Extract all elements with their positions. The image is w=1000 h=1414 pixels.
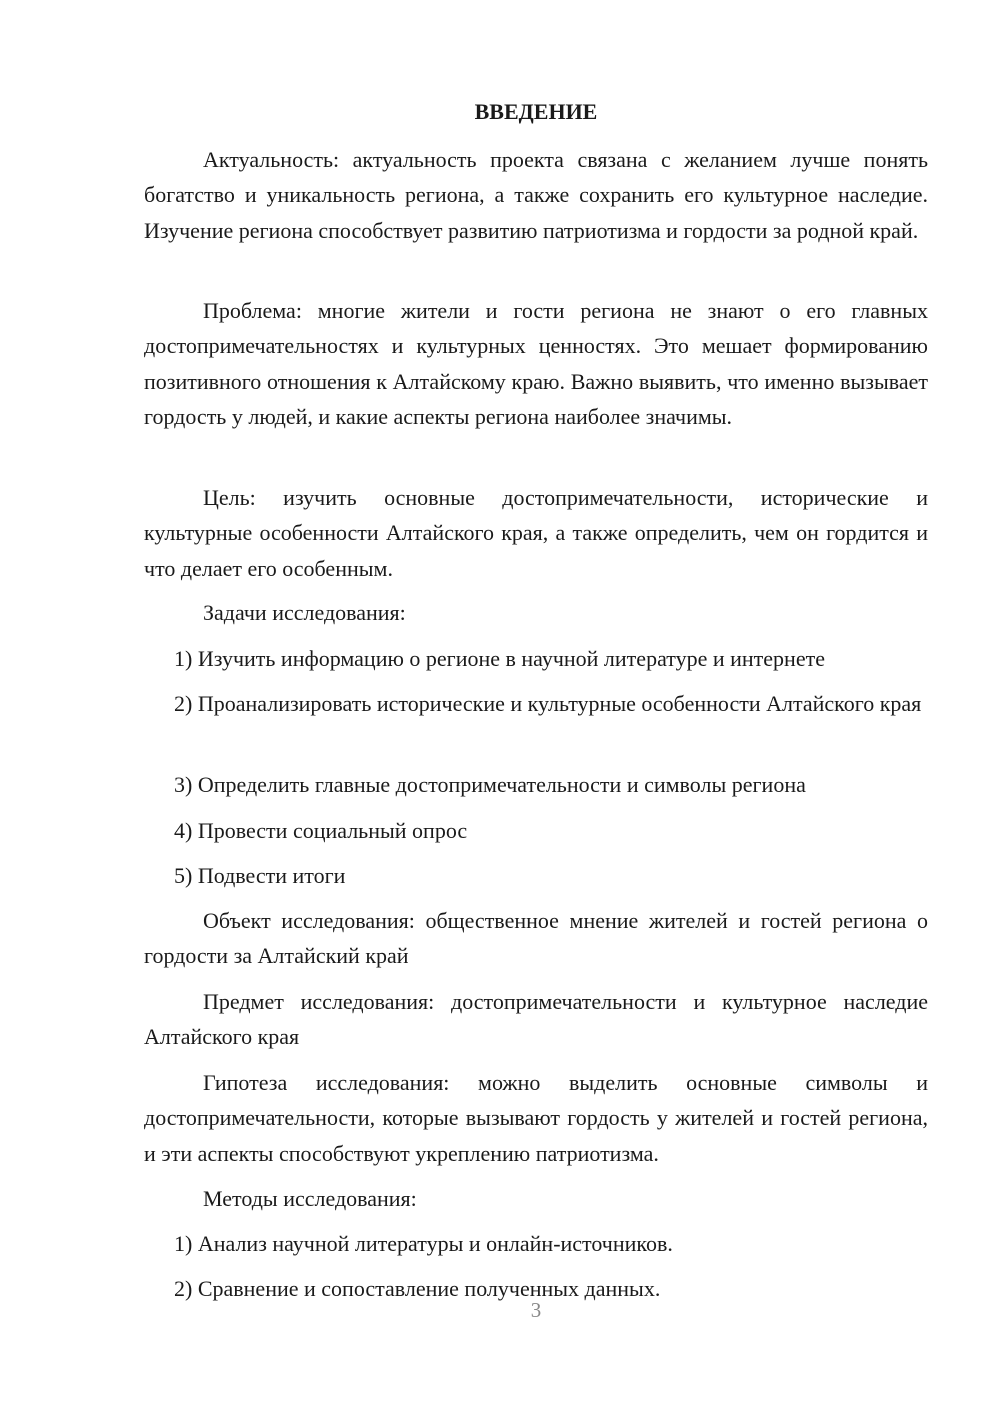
list-item-task-1: 1) Изучить информацию о регионе в научной литературе и интернете [174,646,825,671]
list-item-method-2: 2) Сравнение и сопоставление полученных данных. [174,1276,661,1301]
list-item-method-1: 1) Анализ научной литературы и онлайн-источников. [174,1231,673,1256]
paragraph-goal: Цель: изучить основные достопримечательности, исторические и культурные особенности Алтайского края, а также определить, чем он гордится и что делает его особенным. [144,485,928,581]
paragraph-hypothesis: Гипотеза исследования: можно выделить основные символы и достопримечательности, которые вызывают гордость у жителей и гостей региона, и эти аспекты способствуют укреплению патриотизма. [144,1070,928,1166]
paragraph-object: Объект исследования: общественное мнение жителей и гостей региона о гордости за Алтайский край [144,908,928,969]
page-title: ВВЕДЕНИЕ [474,99,598,124]
paragraph-tasks-heading: Задачи исследования: [203,600,406,625]
list-item-task-4: 4) Провести социальный опрос [174,818,468,843]
list-item-task-2: 2) Проанализировать исторические и культурные особенности Алтайского края [174,691,922,716]
list-item-task-5: 5) Подвести итоги [174,863,346,888]
paragraph-methods-heading: Методы исследования: [203,1186,417,1211]
paragraph-relevance: Актуальность: актуальность проекта связана с желанием лучше понять богатство и уникальность региона, а также сохранить его культурное наследие. Изучение региона способствует развитию патриотизма и гордости за родной край. [144,147,928,243]
document-page [144,0,928,1414]
list-item-task-3: 3) Определить главные достопримечательности и символы региона [174,772,806,797]
paragraph-problem: Проблема: многие жители и гости региона не знают о его главных достопримечательностях и культурных ценностях. Это мешает формированию позитивного отношения к Алтайскому краю. Важно выявить, что именно вызывает гордость у людей, и какие аспекты региона наиболее значимы. [144,298,928,429]
page-number: 3 [530,1298,542,1322]
paragraph-subject: Предмет исследования: достопримечательности и культурное наследие Алтайского края [144,989,928,1050]
